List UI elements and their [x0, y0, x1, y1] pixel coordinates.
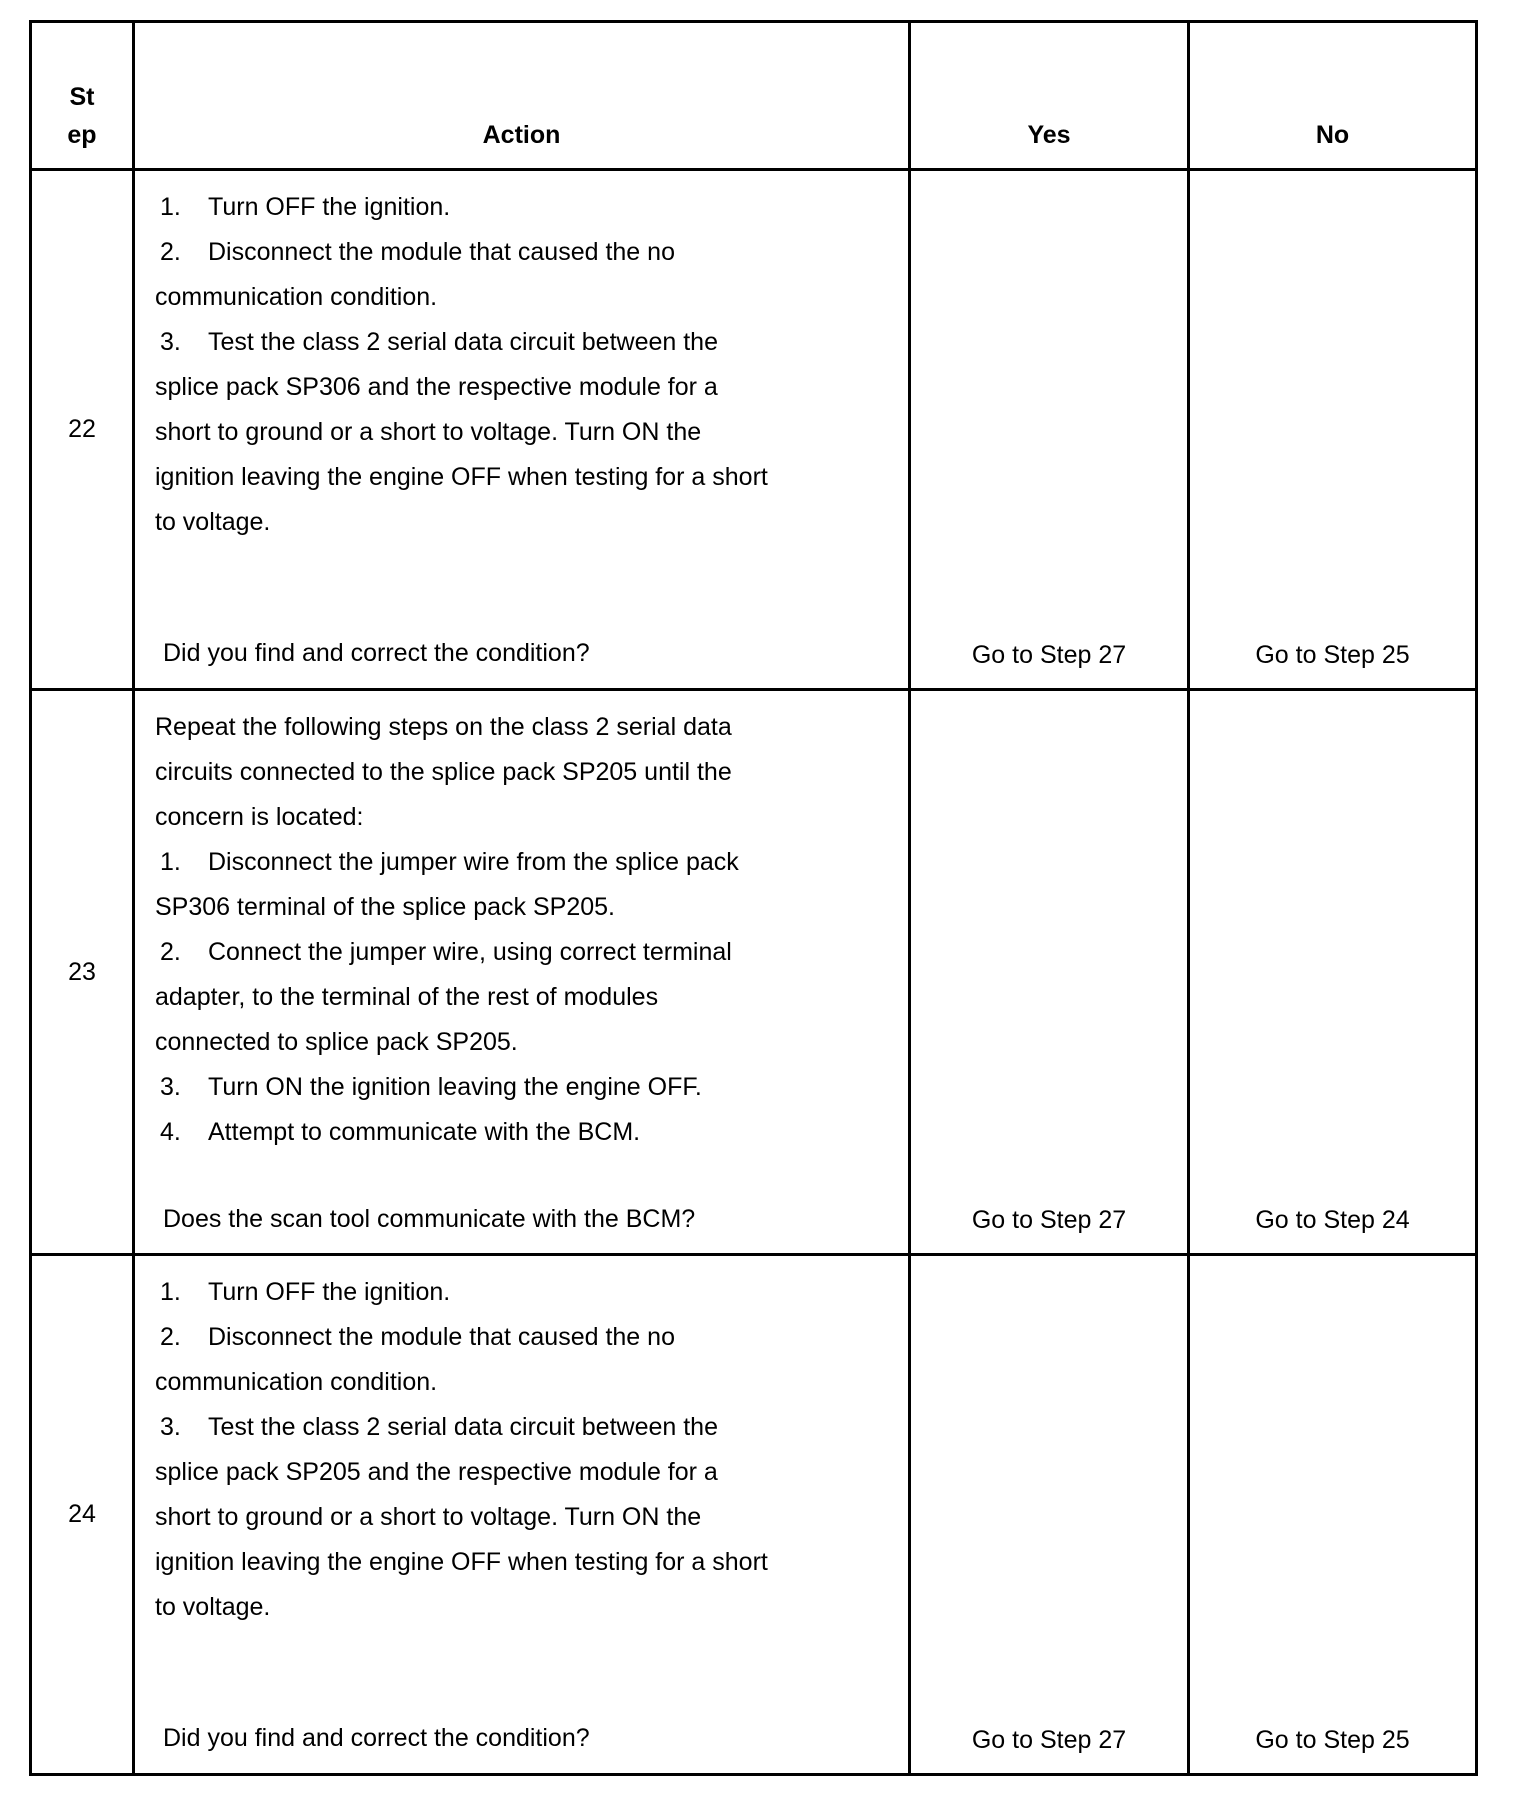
action-line: ignition leaving the engine OFF when testing for a short	[155, 1548, 768, 1576]
no-result: Go to Step 24	[1189, 690, 1477, 1255]
action-line: ignition leaving the engine OFF when testing for a short	[155, 463, 768, 491]
action-cell	[134, 170, 910, 690]
step-number: 24	[31, 1255, 134, 1775]
yes-result: Go to Step 27	[910, 690, 1189, 1255]
action-line: 3. Test the class 2 serial data circuit between the	[160, 1413, 718, 1441]
header-step	[31, 22, 134, 170]
header-step-line1: St	[69, 83, 95, 111]
action-line: 3. Test the class 2 serial data circuit between the	[160, 328, 718, 356]
header-step-line2: ep	[67, 121, 97, 149]
yes-result: Go to Step 27	[910, 1255, 1189, 1775]
action-question: Did you find and correct the condition?	[163, 1724, 590, 1752]
action-line: 3. Turn ON the ignition leaving the engine OFF.	[160, 1073, 702, 1101]
action-line: communication condition.	[155, 283, 438, 311]
action-line: communication condition.	[155, 1368, 438, 1396]
action-line: splice pack SP306 and the respective module for a	[155, 373, 718, 401]
table-header-row	[31, 22, 1477, 170]
table-row	[31, 690, 1477, 1255]
action-line: concern is located:	[155, 803, 364, 831]
action-line: Repeat the following steps on the class 2 serial data	[155, 713, 732, 741]
action-line: adapter, to the terminal of the rest of modules	[155, 983, 659, 1011]
action-line: circuits connected to the splice pack SP205 until the	[155, 758, 732, 786]
diagnostic-step-table	[29, 20, 1478, 1776]
no-result: Go to Step 25	[1189, 170, 1477, 690]
header-no: No	[1189, 22, 1477, 170]
action-cell	[134, 690, 910, 1255]
yes-result: Go to Step 27	[910, 170, 1189, 690]
action-cell	[134, 1255, 910, 1775]
action-line: 2. Connect the jumper wire, using correct terminal	[160, 938, 732, 966]
action-line: splice pack SP205 and the respective module for a	[155, 1458, 718, 1486]
table-row	[31, 170, 1477, 690]
action-line: 2. Disconnect the module that caused the no	[160, 1323, 675, 1351]
action-question: Does the scan tool communicate with the BCM?	[163, 1205, 696, 1233]
action-line: 2. Disconnect the module that caused the no	[160, 238, 675, 266]
table-row	[31, 1255, 1477, 1775]
no-result: Go to Step 25	[1189, 1255, 1477, 1775]
action-line: SP306 terminal of the splice pack SP205.	[155, 893, 615, 921]
action-line: 1. Turn OFF the ignition.	[160, 1278, 451, 1306]
action-line: to voltage.	[155, 1593, 271, 1621]
action-line: 4. Attempt to communicate with the BCM.	[160, 1118, 641, 1146]
step-number: 23	[31, 690, 134, 1255]
step-number: 22	[31, 170, 134, 690]
action-line: to voltage.	[155, 508, 271, 536]
action-question: Did you find and correct the condition?	[163, 639, 590, 667]
action-line: 1. Turn OFF the ignition.	[160, 193, 451, 221]
action-line: connected to splice pack SP205.	[155, 1028, 518, 1056]
header-action: Action	[134, 22, 910, 170]
action-line: 1. Disconnect the jumper wire from the splice pack	[160, 848, 739, 876]
action-line: short to ground or a short to voltage. Turn ON the	[155, 1503, 702, 1531]
action-line: short to ground or a short to voltage. Turn ON the	[155, 418, 702, 446]
header-yes: Yes	[910, 22, 1189, 170]
